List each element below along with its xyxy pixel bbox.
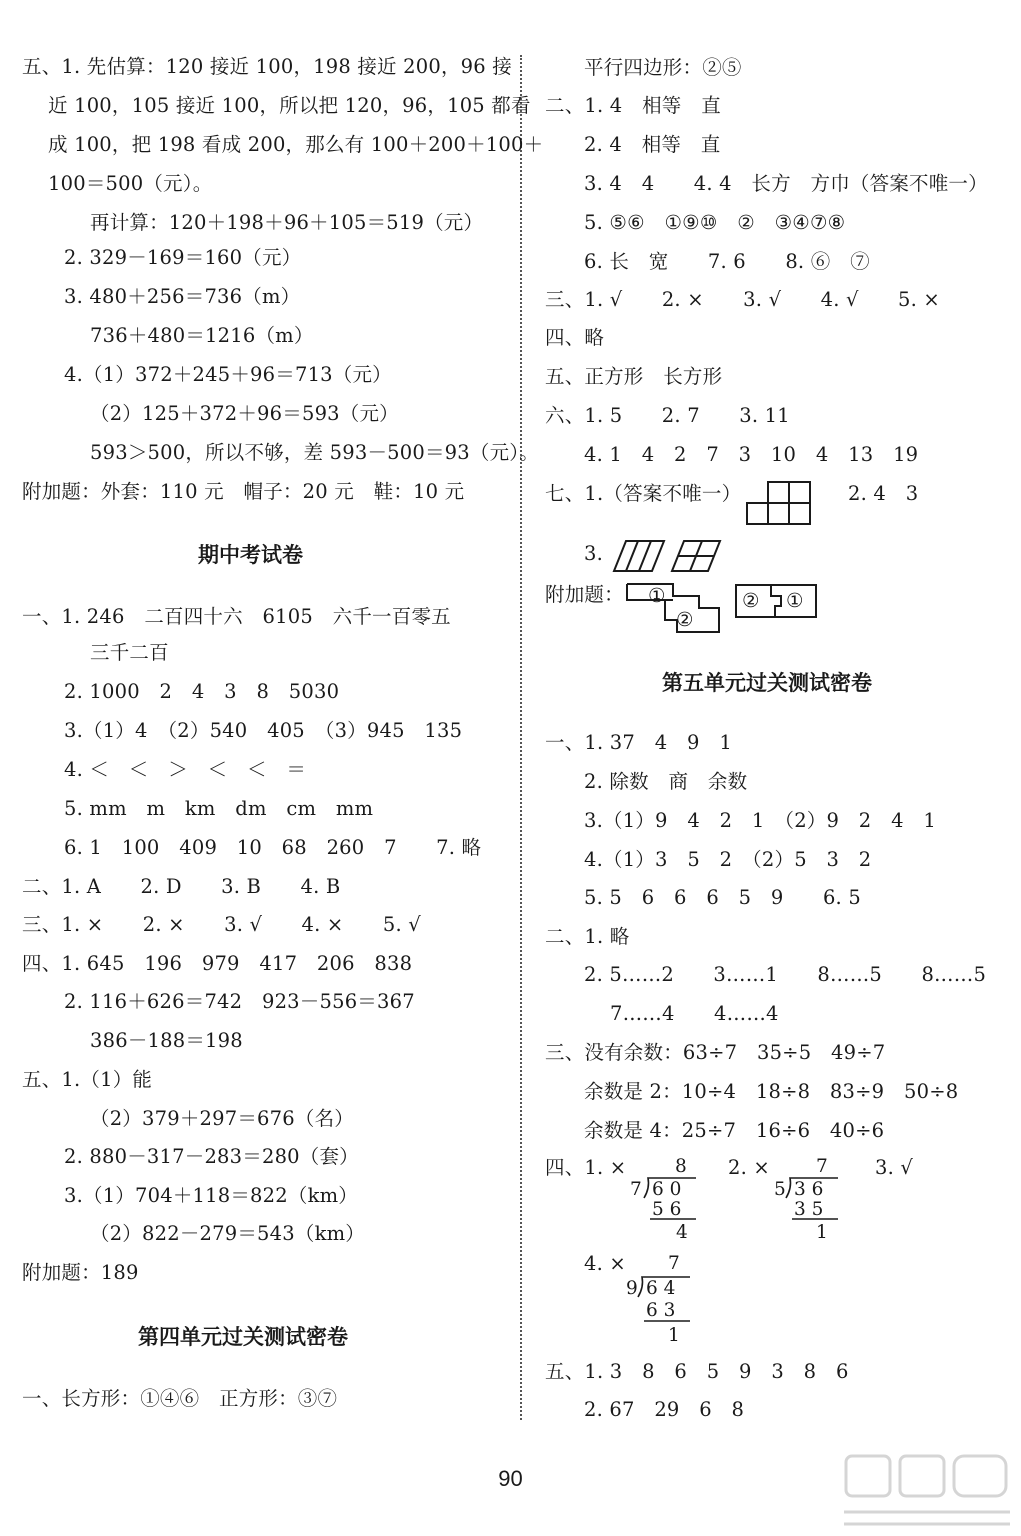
answer-line: 五、1.（1）能 [22, 1068, 153, 1091]
division-product: 6 3 [646, 1300, 676, 1321]
answer-line: 2. × [728, 1156, 770, 1179]
answer-line: 七、1.（答案不唯一） [545, 482, 742, 505]
division-quotient: 7 [668, 1253, 680, 1274]
answer-line: 3.（1）4 （2）540 405 （3）945 135 [64, 719, 463, 742]
circled-number: ① [648, 584, 666, 607]
division-dividend: 6 4 [646, 1278, 676, 1299]
division-quotient: 8 [675, 1156, 687, 1177]
answer-line: 100＝500（元）。 [48, 172, 213, 195]
extra-question-figure-left [625, 582, 725, 634]
circled-number: ② [676, 608, 694, 631]
answer-line: 593＞500，所以不够，差 593－500＝93（元）。 [90, 441, 539, 464]
answer-line: 3. √ [875, 1156, 914, 1179]
division-product: 5 6 [652, 1199, 682, 1220]
answer-line: 四、略 [545, 326, 605, 349]
answer-line: 4. × [584, 1252, 626, 1275]
division-bracket [640, 1176, 700, 1224]
division-divisor: 5 [774, 1179, 786, 1200]
answer-line: 三、1. √ 2. × 3. √ 4. √ 5. × [545, 288, 940, 311]
answer-line: 2. 4 3 [848, 482, 919, 505]
answer-line: 二、1. A 2. D 3. B 4. B [22, 875, 341, 898]
answer-line: 2. 116＋626＝742 923－556＝367 [64, 990, 415, 1013]
answer-line: 一、1. 246 二百四十六 6105 六千一百零五 [22, 605, 451, 628]
answer-line: 三千二百 [90, 641, 169, 664]
answer-line: 三、1. × 2. × 3. √ 4. × 5. √ [22, 913, 421, 936]
answer-line: 四、1. 645 196 979 417 206 838 [22, 952, 413, 975]
answer-line: 六、1. 5 2. 7 3. 11 [545, 404, 790, 427]
answer-line: 2. 4 相等 直 [584, 133, 721, 156]
section-heading: 第四单元过关测试密卷 [138, 1325, 348, 1349]
answer-line: 386－188＝198 [90, 1029, 243, 1052]
answer-line: 附加题： [545, 583, 624, 606]
parallelogram-division-figure [612, 538, 722, 574]
answer-line: 2. 329－169＝160（元） [64, 246, 302, 269]
answer-line: 5. mm m km dm cm mm [64, 797, 374, 820]
circled-number: ① [786, 589, 804, 612]
answer-line: 5. ⑤⑥ ①⑨⑩ ② ③④⑦⑧ [584, 211, 846, 234]
answer-line: 三、没有余数：63÷7 35÷5 49÷7 [545, 1041, 886, 1064]
answer-line: 二、1. 略 [545, 925, 630, 948]
cube-arrangement-figure [746, 480, 812, 526]
column-divider [520, 55, 522, 1420]
answer-line: 4.（1）3 5 2 （2）5 3 2 [584, 848, 872, 871]
answer-line: 四、1. × [545, 1156, 627, 1179]
division-product: 3 5 [794, 1199, 824, 1220]
watermark-logo-icon [840, 1450, 1015, 1530]
answer-line: 4. 1 4 2 7 3 10 4 13 19 [584, 443, 919, 466]
division-remainder: 1 [816, 1222, 828, 1243]
answer-line: 附加题：外套：110 元 帽子：20 元 鞋：10 元 [22, 480, 465, 503]
circled-number: ② [742, 589, 760, 612]
answer-line: 二、1. 4 相等 直 [545, 94, 721, 117]
answer-line: 2. 5……2 3……1 8……5 8……5 [584, 963, 987, 986]
answer-line: 再计算：120＋198＋96＋105＝519（元） [90, 211, 484, 234]
section-heading: 第五单元过关测试密卷 [662, 671, 872, 695]
answer-line: 3. 480＋256＝736（m） [64, 285, 301, 308]
answer-line: 6. 1 100 409 10 68 260 7 7. 略 [64, 836, 482, 859]
answer-line: 余数是 4：25÷7 16÷6 40÷6 [584, 1119, 885, 1142]
division-divisor: 9 [626, 1278, 638, 1299]
answer-line: 736＋480＝1216（m） [90, 324, 314, 347]
answer-line: 一、长方形：①④⑥ 正方形：③⑦ [22, 1387, 338, 1410]
answer-line: 一、1. 37 4 9 1 [545, 731, 732, 754]
answer-line: 2. 67 29 6 8 [584, 1398, 745, 1421]
answer-line: 成 100，把 198 看成 200，那么有 100＋200＋100＋ [48, 133, 544, 156]
answer-line: 3. 4 4 4. 4 长方 方巾（答案不唯一） [584, 172, 988, 195]
answer-line: 附加题：189 [22, 1261, 139, 1284]
answer-line: 3. [584, 542, 604, 565]
answer-line: 2. 880－317－283＝280（套） [64, 1145, 359, 1168]
answer-line: 2. 1000 2 4 3 8 5030 [64, 680, 340, 703]
division-dividend: 6 0 [652, 1179, 682, 1200]
answer-line: （2）379＋297＝676（名） [90, 1107, 354, 1130]
division-dividend: 3 6 [794, 1179, 824, 1200]
answer-line: 平行四边形：②⑤ [584, 56, 742, 79]
division-bracket [634, 1275, 694, 1325]
answer-line: 7……4 4……4 [610, 1002, 779, 1025]
section-heading: 期中考试卷 [198, 543, 303, 567]
answer-line: 6. 长 宽 7. 6 8. ⑥ ⑦ [584, 250, 870, 273]
division-divisor: 7 [630, 1179, 642, 1200]
answer-line: 五、1. 先估算：120 接近 100，198 接近 200，96 接 [22, 55, 512, 78]
answer-line: 3.（1）704＋118＝822（km） [64, 1184, 358, 1207]
answer-line: （2）822－279＝543（km） [90, 1222, 365, 1245]
page-number: 90 [498, 1466, 523, 1491]
answer-line: 5. 5 6 6 6 5 9 6. 5 [584, 886, 861, 909]
answer-line: 余数是 2：10÷4 18÷8 83÷9 50÷8 [584, 1080, 959, 1103]
division-remainder: 1 [668, 1325, 680, 1346]
answer-line: 3.（1）9 4 2 1 （2）9 2 4 1 [584, 809, 937, 832]
answer-line: 4. ＜ ＜ ＞ ＜ ＜ ＝ [64, 758, 307, 781]
answer-line: 近 100，105 接近 100，所以把 120，96，105 都看 [48, 94, 531, 117]
answer-line: 4.（1）372＋245＋96＝713（元） [64, 363, 392, 386]
answer-line: 五、1. 3 8 6 5 9 3 8 6 [545, 1360, 849, 1383]
answer-line: 2. 除数 商 余数 [584, 770, 748, 793]
division-remainder: 4 [676, 1222, 688, 1243]
division-bracket [782, 1176, 842, 1224]
division-quotient: 7 [816, 1156, 828, 1177]
answer-line: 五、正方形 长方形 [545, 365, 723, 388]
answer-line: （2）125＋372＋96＝593（元） [90, 402, 399, 425]
